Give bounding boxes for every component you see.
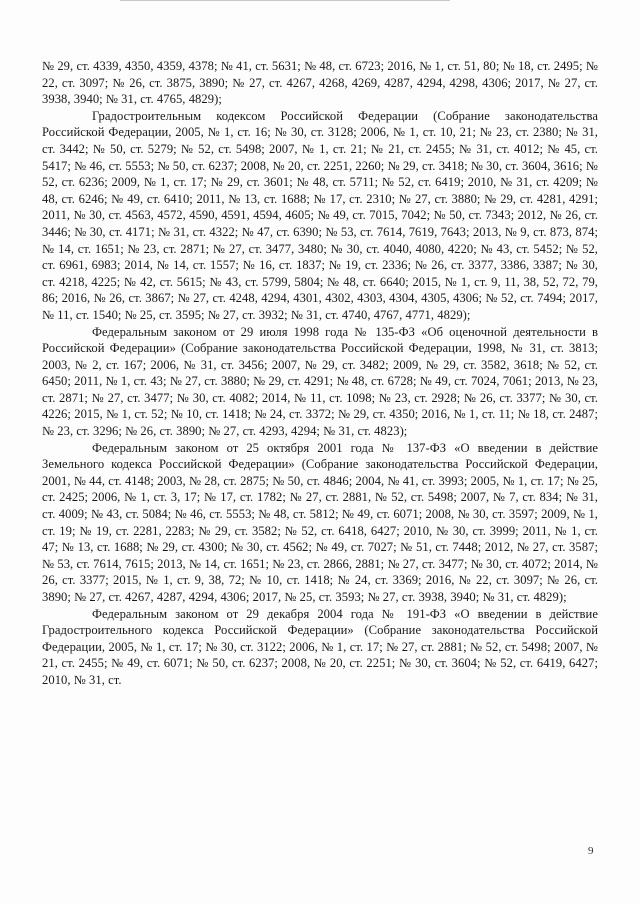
paragraph-law-191-fz: Федеральным законом от 29 декабря 2004 года № 191-ФЗ «О введении в действие Градостроительного кодекса Российской Федерации» (Собрание законодательства Российской Федерации, 2005, № 1, ст. 17; № 30, ст. 3122; 2006, № 1, ст. 17; № 27, ст. 2881; № 52, ст. 5498; 2007, № 21, ст. 2455; № 49, ст. 6071; № 50, ст. 6237; 2008, № 20, ст. 2251; № 30, ст. 3604; № 52, ст. 6419, 6427; 2010, № 31, ст. bbox=[42, 606, 598, 687]
document-body bbox=[42, 58, 598, 689]
paragraph-law-135-fz: Федеральным законом от 29 июля 1998 года № 135-ФЗ «Об оценочной деятельности в Российской Федерации» (Собрание законодательства Российской Федерации, 1998, № 31, ст. 3813; 2003, № 2, ст. 167; 2006, № 31, ст. 3456; 2007, № 29, ст. 3482; 2009, № 29, ст. 3582, 3618; № 52, ст. 6450; 2011, № 1, ст. 43; № 27, ст. 3880; № 29, ст. 4291; № 48, ст. 6728; № 49, ст. 7024, 7061; 2013, № 23, ст. 2871; № 27, ст. 3477; № 30, ст. 4082; 2014, № 11, ст. 1098; № 23, ст. 2928; № 26, ст. 3377; № 30, ст. 4226; 2015, № 1, ст. 52; № 10, ст. 1418; № 24, ст. 3372; № 29, ст. 4350; 2016, № 1, ст. 11; № 18, ст. 2487; № 23, ст. 3296; № 26, ст. 3890; № 27, ст. 4293, 4294; № 31, ст. 4823); bbox=[42, 324, 598, 439]
page-number: 9 bbox=[588, 845, 594, 857]
paragraph-continuation: № 29, ст. 4339, 4350, 4359, 4378; № 41, ст. 5631; № 48, ст. 6723; 2016, № 1, ст. 51, 80; № 18, ст. 2495; № 22, ст. 3097; № 26, ст. 3875, 3890; № 27, ст. 4267, 4268, 4269, 4287, 4294, 4298, 4306; 2017, № 27, ст. 3938, 3940; № 31, ст. 4765, 4829); bbox=[42, 59, 598, 107]
top-edge-rule bbox=[120, 0, 450, 1]
paragraph-law-137-fz: Федеральным законом от 25 октября 2001 года № 137-ФЗ «О введении в действие Земельного кодекса Российской Федерации» (Собрание законодательства Российской Федерации, 2001, № 44, ст. 4148; 2003, № 28, ст. 2875; № 50, ст. 4846; 2004, № 41, ст. 3993; 2005, № 1, ст. 17; № 25, ст. 2425; 2006, № 1, ст. 3, 17; № 17, ст. 1782; № 27, ст. 2881, № 52, ст. 5498; 2007, № 7, ст. 834; № 31, ст. 4009; № 43, ст. 5084; № 46, ст. 5553; № 48, ст. 5812; № 49, ст. 6071; 2008, № 30, ст. 3597; 2009, № 1, ст. 19; № 19, ст. 2281, 2283; № 29, ст. 3582; № 52, ст. 6418, 6427; 2010, № 30, ст. 3999; 2011, № 1, ст. 47; № 13, ст. 1688; № 29, ст. 4300; № 30, ст. 4562; № 49, ст. 7027; № 51, ст. 7448; 2012, № 27, ст. 3587; № 53, ст. 7614, 7615; 2013, № 14, ст. 1651; № 23, ст. 2866, 2881; № 27, ст. 3477; № 30, ст. 4072; 2014, № 26, ст. 3377; 2015, № 1, ст. 9, 38, 72; № 10, ст. 1418; № 24, ст. 3369; 2016, № 22, ст. 3097; № 26, ст. 3890; № 27, ст. 4267, 4287, 4294, 4306; 2017, № 25, ст. 3593; № 27, ст. 3938, 3940; № 31, ст. 4829); bbox=[42, 440, 598, 604]
paragraph-urban-planning-code: Градостроительным кодексом Российской Федерации (Собрание законодательства Российской Федерации, 2005, № 1, ст. 16; № 30, ст. 3128; 2006, № 1, ст. 10, 21; № 23, ст. 2380; № 31, ст. 3442; № 50, ст. 5279; № 52, ст. 5498; 2007, № 1, ст. 21; № 21, ст. 2455; № 31, ст. 4012; № 45, ст. 5417; № 46, ст. 5553; № 50, ст. 6237; 2008, № 20, ст. 2251, 2260; № 29, ст. 3418; № 30, ст. 3604, 3616; № 52, ст. 6236; 2009, № 1, ст. 17; № 29, ст. 3601; № 48, ст. 5711; № 52, ст. 6419; 2010, № 31, ст. 4209; № 48, ст. 6246; № 49, ст. 6410; 2011, № 13, ст. 1688; № 17, ст. 2310; № 27, ст. 3880; № 29, ст. 4281, 4291; 2011, № 30, ст. 4563, 4572, 4590, 4591, 4594, 4605; № 49, ст. 7015, 7042; № 50, ст. 7343; 2012, № 26, ст. 3446; № 30, ст. 4171; № 31, ст. 4322; № 47, ст. 6390; № 53, ст. 7614, 7619, 7643; 2013, № 9, ст. 873, 874; № 14, ст. 1651; № 23, ст. 2871; № 27, ст. 3477, 3480; № 30, ст. 4040, 4080, 4220; № 43, ст. 5452; № 52, ст. 6961, 6983; 2014, № 14, ст. 1557; № 16, ст. 1837; № 19, ст. 2336; № 26, ст. 3377, 3386, 3387; № 30, ст. 4218, 4225; № 42, ст. 5615; № 43, ст. 5799, 5804; № 48, ст. 6640; 2015, № 1, ст. 9, 11, 38, 52, 72, 79, 86; 2016, № 26, ст. 3867; № 27, ст. 4248, 4294, 4301, 4302, 4303, 4304, 4305, 4306; № 52, ст. 7494; 2017, № 11, ст. 1540; № 25, ст. 3595; № 27, ст. 3932; № 31, ст. 4740, 4767, 4771, 4829); bbox=[42, 108, 598, 322]
